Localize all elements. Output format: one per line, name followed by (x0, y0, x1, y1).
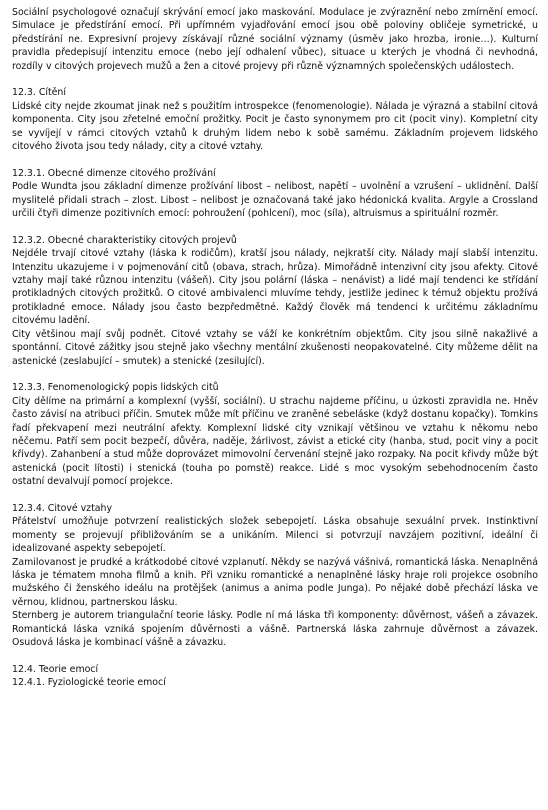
spacer (12, 220, 538, 233)
section-paragraph: Přátelství umožňuje potvrzení realistických složek sebepojetí. Láska obsahuje sexuální prvek. Instinktivní momenty se projevují přibližováním se a unikáním. Milenci si potvrzují navzájem pozitivní, ideální či idealizované aspekty sebepojetí. (12, 516, 538, 555)
section-paragraph: City dělíme na primární a komplexní (vyšší, sociální). U strachu najdeme příčinu, u úzkosti zpravidla ne. Hněv často závisí na atribuci příčin. Smutek může mít příčinu ve zraněné sebeláske (když dostanu kopačky). Tomkins řadí překvapení mezi neutrální afekty. Komplexní lidské city vznikají většinou ve vztahu k někomu nebo něčemu. Patří sem pocit bezpečí, důvěra, naděje, žárlivost, závist a etické city (hanba, stud, pocit viny a pocit křivdy). Zahanbení a stud může doprovázet mimovolní červenání stejně jako rozpaky. Na pocit křivdy může být astenická (pocit lítosti) i stenická (touha po pomstě) reakce. Lidé s moc vysokým sebehodnocením často ostatní devalvují pomocí projekce. (12, 395, 538, 488)
section-paragraph: Zamilovanost je prudké a krátkodobé citové vzplanutí. Někdy se nazývá vášnivá, romantická láska. Nenaplněná láska je tématem mnoha filmů a knih. Při vzniku romantické a nenaplněné lásky hraje roli projekce osobního mužského či ženského ideálu na protějšek (animus a anima podle Junga). Po nějaké době přechází láska ve věrnou, klidnou, partnerskou lásku. (12, 556, 538, 608)
spacer (12, 73, 538, 86)
section-heading: 12.3.4. Citové vztahy (12, 502, 113, 514)
section-paragraph: City většinou mají svůj podnět. Citové vztahy se váží ke konkrétním objektům. City jsou silně nakažlivé a spontánní. Citové zážitky jsou stejně jako všechny mentální zkušenosti neopakovatelné. City můžeme dělit na astenické (zeslabující – smutek) a stenické (zesilující). (12, 328, 538, 367)
intro-paragraph: Sociální psychologové označují skrývání emocí jako maskování. Modulace je zvýraznění nebo zmírnění emocí. Simulace je předstírání emocí. Při upřímném vyjadřování emocí jsou obě poloviny obličeje symetrické, u předstírání ne. Expresivní projevy získávají různé sociální významy (úsměv jako hrozba, ironie…). Kulturní pravidla předepisují intenzitu emoce (nebo její odhalení vůbec), situace u kterých je vhodná či nevhodná, rozdíly v citových projevech mužů a žen a citové projevy při různě významných společenských událostech. (12, 7, 538, 72)
spacer (12, 489, 538, 502)
section-paragraph: Nejdéle trvají citové vztahy (láska k rodičům), kratší jsou nálady, nejkratší city. Nálady mají slabší intenzitu. Intenzitu ukazujeme i v pojmenování citů (obava, strach, hrůza). Mimořádně intenzivní city jsou afekty. Citové vztahy mají také různou intenzitu (vášeň). City jsou polární (láska – nenávist) a lidé mají tendenci ke střídání protikladných citových prožitků. O citové ambivalenci mluvíme tehdy, jestliže jedinec k témuž objektu prožívá protikladné emoce. Nálady jsou často bezpředmětné. Každý člověk má tendenci k určitému základnímu citovému ladění. (12, 248, 538, 327)
section-heading: 12.3. Cítění (12, 87, 66, 99)
section-paragraph: Lidské city nejde zkoumat jinak než s použitím introspekce (fenomenologie). Nálada je výrazná a stabilní citová komponenta. City jsou zřetelné emoční prožitky. Pocit je často synonymem pro cit (pocit viny). Kompletní city se vyvíjejí v rámci citových vztahů k druhým lidem nebo k sobě samému. Základním projevem lidského citového života jsou tedy nálady, city a citové vztahy. (12, 100, 538, 153)
section-heading: 12.4. Teorie emocí (12, 663, 99, 675)
spacer (12, 649, 538, 662)
section-heading: 12.4.1. Fyziologické teorie emocí (12, 677, 166, 689)
section-paragraph: Podle Wundta jsou základní dimenze prožívání libost – nelibost, napětí – uvolnění a vzrušení – uklidnění. Další myslitelé přidali strach – zlost. Libost – nelibost je označovaná také jako hédonická kvalita. Argyle a Crossland určili čtyři dimenze pozitivních emocí: pohroužení (pohlcení), moc (síla), altruismus a spirituální rozměr. (12, 181, 538, 220)
spacer (12, 153, 538, 166)
section-heading: 12.3.2. Obecné charakteristiky citových projevů (12, 234, 237, 246)
spacer (12, 368, 538, 381)
section-heading: 12.3.3. Fenomenologický popis lidských citů (12, 382, 219, 394)
section-heading: 12.3.1. Obecné dimenze citového prožívání (12, 167, 216, 179)
section-paragraph: Sternberg je autorem triangulační teorie lásky. Podle ní má láska tři komponenty: důvěrnost, vášeň a závazek. Romantická láska vzniká spojením důvěrnosti a vášně. Partnerská láska zahrnuje důvěrnost a závazek. Osudová láska je kombinací vášně a závazku. (12, 610, 538, 649)
